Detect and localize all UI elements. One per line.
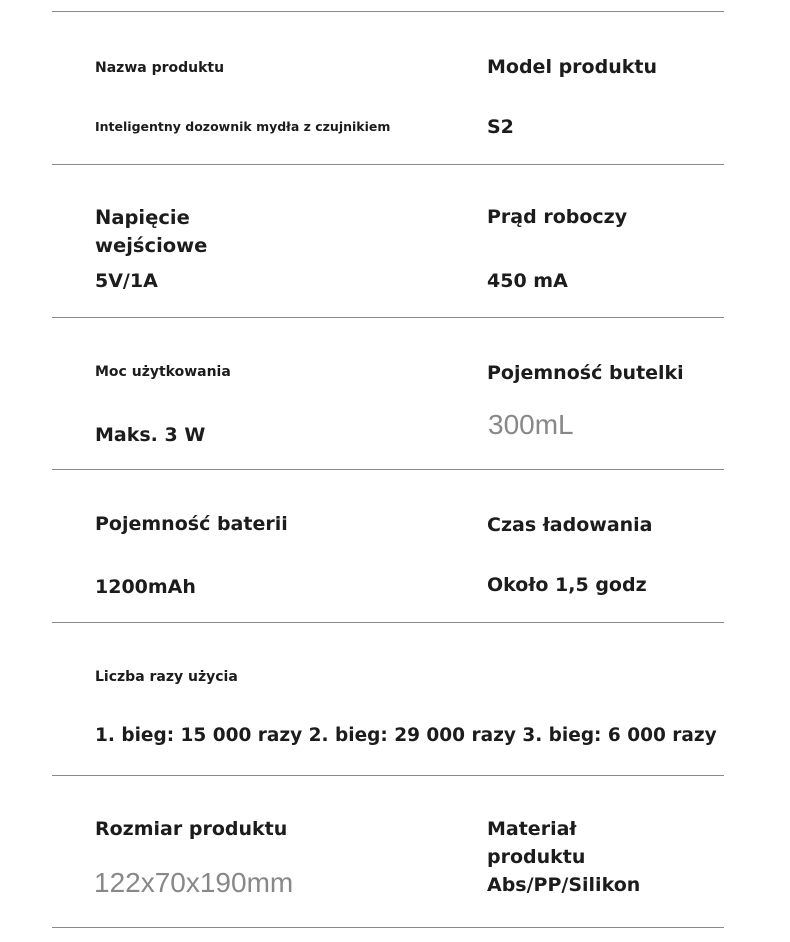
product-material-value: Abs/PP/Silikon <box>487 874 641 896</box>
product-material-label-line1: Materiał <box>487 818 577 840</box>
divider <box>52 11 724 12</box>
divider <box>52 317 724 318</box>
bottle-capacity-label: Pojemność butelki <box>487 362 684 384</box>
battery-capacity-label: Pojemność baterii <box>95 513 288 535</box>
operating-current-label: Prąd roboczy <box>487 206 628 228</box>
battery-capacity-value: 1200mAh <box>95 576 196 598</box>
power-value: Maks. 3 W <box>95 424 206 446</box>
charging-time-label: Czas ładowania <box>487 514 653 536</box>
bottle-capacity-value: 300mL <box>488 409 574 440</box>
input-voltage-value: 5V/1A <box>95 270 158 292</box>
divider <box>52 775 724 776</box>
input-voltage-label-line1: Napięcie <box>95 206 190 229</box>
usage-count-value: 1. bieg: 15 000 razy 2. bieg: 29 000 razy 3. bieg: 6 000 razy <box>95 725 717 746</box>
input-voltage-label-line2: wejściowe <box>95 234 208 257</box>
product-material-label-line2: produktu <box>487 846 586 868</box>
divider <box>52 622 724 623</box>
product-size-value: 122x70x190mm <box>94 867 294 898</box>
product-model-label: Model produktu <box>487 56 657 78</box>
product-model-value: S2 <box>487 116 514 138</box>
divider <box>52 469 724 470</box>
product-name-value: Inteligentny dozownik mydła z czujnikiem <box>95 119 391 134</box>
usage-count-label: Liczba razy użycia <box>95 669 238 685</box>
product-name-label: Nazwa produktu <box>95 60 225 76</box>
operating-current-value: 450 mA <box>487 270 568 292</box>
divider <box>52 164 724 165</box>
product-size-label: Rozmiar produktu <box>95 818 288 840</box>
divider <box>52 927 724 928</box>
charging-time-value: Około 1,5 godz <box>487 574 647 596</box>
power-label: Moc użytkowania <box>95 364 231 380</box>
